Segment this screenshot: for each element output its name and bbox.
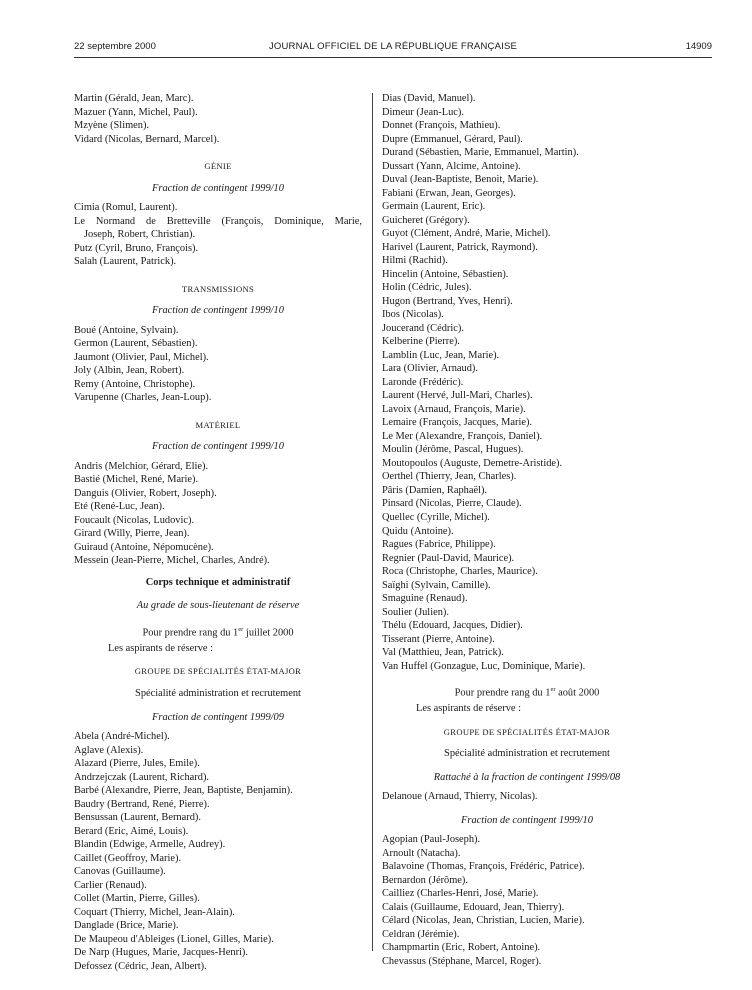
list-item: Lamblin (Luc, Jean, Marie). [382, 349, 500, 361]
list-item: Bastié (Michel, René, Marie). [74, 474, 199, 486]
list-item: Joucerand (Cédric). [382, 322, 464, 334]
list-item: Dimeur (Jean-Luc). [382, 106, 464, 118]
section-title-materiel: MATÉRIEL [195, 419, 241, 430]
fraction-heading: Fraction de contingent 1999/10 [461, 814, 593, 826]
list-item: Berard (Eric, Aimé, Louis). [74, 825, 189, 837]
list-item: Danglade (Brice, Marie). [74, 920, 179, 932]
list-item: Martin (Gérald, Jean, Marc). [74, 93, 194, 104]
rank-date: Pour prendre rang du 1er août 2000 [454, 686, 600, 699]
corps-list [74, 730, 362, 973]
list-item: Barbé (Alexandre, Pierre, Jean, Baptiste, Benjamin). [74, 785, 293, 797]
list-item: Caillet (Geoffroy, Marie). [74, 852, 182, 864]
list-item: Boué (Antoine, Sylvain). [74, 324, 179, 336]
list-item: Arnoult (Natacha). [382, 847, 461, 859]
list-item: Quidu (Antoine). [382, 525, 454, 537]
group-heading: GROUPE DE SPÉCIALITÉS ÉTAT-MAJOR [443, 726, 611, 737]
list-item: Smaguine (Renaud). [382, 593, 468, 605]
genie-list [74, 201, 362, 269]
list-item: Lara (Olivier, Arnaud). [382, 363, 478, 375]
list-item: Ibos (Nicolas). [382, 309, 444, 321]
list-item: Salah (Laurent, Patrick). [74, 256, 177, 268]
header-rule [74, 57, 712, 58]
list-item: Germain (Laurent, Eric). [382, 201, 486, 213]
list-item: Delanoue (Arnaud, Thierry, Nicolas). [382, 791, 538, 803]
list-item: Duval (Jean-Baptiste, Benoit, Marie). [382, 174, 539, 186]
aspirants-label: Les aspirants de réserve : [416, 703, 522, 715]
list-item: De Narp (Hugues, Marie, Jacques-Henri). [74, 947, 248, 959]
list-item: Célard (Nicolas, Jean, Christian, Lucien, Marie). [382, 915, 585, 927]
list-item: Eté (René-Luc, Jean). [74, 501, 165, 513]
list-item: Kelberine (Pierre). [382, 336, 460, 348]
list-item: Bensussan (Laurent, Bernard). [74, 812, 201, 824]
right-column [382, 92, 672, 968]
list-item: Durand (Sébastien, Marie, Emmanuel, Martin). [382, 147, 579, 159]
list-item: Remy (Antoine, Christophe). [74, 378, 196, 390]
list-item: Germon (Laurent, Sébastien). [74, 338, 198, 350]
list-item: Regnier (Paul-David, Maurice). [382, 552, 515, 564]
list-item: Coquart (Thierry, Michel, Jean-Alain). [74, 906, 235, 918]
list-item: Hilmi (Rachid). [382, 255, 448, 267]
list-item: Danguis (Olivier, Robert, Joseph). [74, 487, 217, 499]
materiel-list [74, 460, 362, 568]
list-item: Aglave (Alexis). [74, 744, 144, 756]
list-item: Hincelin (Antoine, Sébastien). [382, 268, 509, 280]
header-date: 22 septembre 2000 [74, 41, 156, 52]
fraction-heading: Fraction de contingent 1999/09 [152, 711, 284, 723]
fraction-heading: Fraction de contingent 1999/10 [152, 305, 284, 317]
list-item: Pinsard (Nicolas, Pierre, Claude). [382, 498, 522, 510]
page-header [74, 41, 712, 55]
list-item: Cailliez (Charles-Henri, José, Marie). [382, 888, 539, 900]
aspirants-label: Les aspirants de réserve : [108, 642, 214, 654]
grade-heading: Au grade de sous-lieutenant de réserve [136, 600, 300, 612]
list-item: Baudry (Bertrand, René, Pierre). [74, 798, 210, 810]
list-item: Defossez (Cédric, Jean, Albert). [74, 960, 207, 972]
list-item: Cimia (Romul, Laurent). [74, 202, 178, 214]
fraction-list [382, 833, 672, 968]
list-item: Mazuer (Yann, Michel, Paul). [74, 106, 198, 118]
list-item: Calais (Guillaume, Edouard, Jean, Thierry). [382, 901, 565, 913]
list-item: Dias (David, Manuel). [382, 93, 476, 104]
list-item: Pâris (Damien, Raphaël). [382, 484, 488, 496]
list-item: Dupre (Emmanuel, Gérard, Paul). [382, 133, 523, 145]
list-item: Tisserant (Pierre, Antoine). [382, 633, 495, 645]
section-title-genie: GÉNIE [204, 161, 232, 172]
list-item: Le Normand de Bretteville (François, Dominique, Marie, [74, 215, 362, 227]
list-item: Balavoine (Thomas, François, Frédéric, Patrice). [382, 861, 585, 873]
section-title-corps: Corps technique et administratif [145, 576, 291, 588]
list-item: Varupenne (Charles, Jean-Loup). [74, 392, 212, 404]
list-item: Le Mer (Alexandre, François, Daniel). [382, 430, 543, 442]
list-item: Jaumont (Olivier, Paul, Michel). [74, 351, 209, 363]
left-column [74, 92, 362, 973]
list-item: Roca (Christophe, Charles, Maurice). [382, 566, 538, 578]
list-item: Val (Matthieu, Jean, Patrick). [382, 647, 504, 659]
list-item: Andrzejczak (Laurent, Richard). [74, 771, 210, 783]
list-item: Lavoix (Arnaud, François, Marie). [382, 403, 526, 415]
list-item: Dussart (Yann, Alcime, Antoine). [382, 160, 521, 172]
specialty-heading: Spécialité administration et recrutement [135, 688, 301, 699]
attached-list [382, 790, 672, 804]
list-item: Andris (Melchior, Gérard, Elie). [74, 460, 209, 472]
list-item: Girard (Willy, Pierre, Jean). [74, 528, 190, 540]
list-item: Laronde (Frédéric). [382, 376, 464, 388]
list-item: Ragues (Fabrice, Philippe). [382, 539, 496, 551]
list-item: Donnet (François, Mathieu). [382, 120, 501, 132]
list-item: Canovas (Guillaume). [74, 866, 166, 878]
list-item: De Maupeou d'Ableiges (Lionel, Gilles, Marie). [74, 933, 274, 945]
list-item: Soulier (Julien). [382, 606, 449, 618]
list-item: Guyot (Clément, André, Marie, Michel). [382, 228, 551, 240]
transmissions-list [74, 324, 362, 405]
list-item: Champmartin (Eric, Robert, Antoine). [382, 942, 541, 954]
column-divider [372, 93, 373, 951]
list-item: Celdran (Jérémie). [382, 928, 460, 940]
intro-list [74, 92, 362, 146]
fraction-heading: Fraction de contingent 1999/10 [152, 182, 284, 194]
list-item: Oerthel (Thierry, Jean, Charles). [382, 471, 517, 483]
header-page-number: 14909 [685, 41, 712, 52]
list-item: Fabiani (Erwan, Jean, Georges). [382, 187, 516, 199]
header-journal-title: JOURNAL OFFICIEL DE LA RÉPUBLIQUE FRANÇAISE [268, 41, 518, 52]
list-item: Vidard (Nicolas, Bernard, Marcel). [74, 133, 220, 145]
specialty-heading: Spécialité administration et recrutement [444, 748, 610, 760]
section-title-transmissions: TRANSMISSIONS [181, 283, 255, 294]
list-item: Guicheret (Grégory). [382, 214, 470, 226]
list-item: Foucault (Nicolas, Ludovic). [74, 514, 195, 526]
fraction-heading: Fraction de contingent 1999/10 [152, 441, 284, 453]
list-item: Agopian (Paul-Joseph). [382, 834, 481, 846]
rank-date: Pour prendre rang du 1er juillet 2000 [142, 625, 294, 639]
list-item-continuation: Joseph, Robert, Christian). [84, 229, 196, 241]
list-item: Abela (André-Michel). [74, 731, 170, 743]
list-item: Moutopoulos (Auguste, Demetre-Aristide). [382, 457, 563, 469]
list-item: Carlier (Renaud). [74, 879, 147, 891]
list-item: Blandin (Edwige, Armelle, Audrey). [74, 839, 226, 851]
list-item: Collet (Martin, Pierre, Gilles). [74, 893, 200, 905]
list-item: Lemaire (François, Jacques, Marie). [382, 417, 533, 429]
list-item: Hugon (Bertrand, Yves, Henri). [382, 295, 513, 307]
list-item: Messein (Jean-Pierre, Michel, Charles, André). [74, 555, 270, 567]
list-item: Joly (Albin, Jean, Robert). [74, 365, 185, 377]
list-item: Van Huffel (Gonzague, Luc, Dominique, Marie). [382, 660, 586, 672]
list-item: Bernardon (Jérôme). [382, 874, 468, 886]
list-item: Chevassus (Stéphane, Marcel, Roger). [382, 955, 542, 967]
list-item: Thélu (Edouard, Jacques, Didier). [382, 620, 523, 632]
list-item: Harivel (Laurent, Patrick, Raymond). [382, 241, 538, 253]
continued-list [382, 92, 672, 673]
list-item: Laurent (Hervé, Jull-Mari, Charles). [382, 390, 533, 402]
attached-fraction-heading: Rattaché à la fraction de contingent 1999/08 [433, 771, 621, 783]
list-item: Quellec (Cyrille, Michel). [382, 511, 490, 523]
list-item: Holin (Cédric, Jules). [382, 282, 472, 294]
list-item: Alazard (Pierre, Jules, Emile). [74, 758, 200, 770]
group-heading: GROUPE DE SPÉCIALITÉS ÉTAT-MAJOR [134, 666, 302, 677]
list-item: Moulin (Jérôme, Pascal, Hugues). [382, 444, 524, 456]
list-item: Guiraud (Antoine, Népomucène). [74, 541, 214, 553]
list-item: Saïghi (Sylvain, Camille). [382, 579, 491, 591]
list-item: Mzyène (Slimen). [74, 120, 150, 132]
list-item: Putz (Cyril, Bruno, François). [74, 242, 199, 254]
